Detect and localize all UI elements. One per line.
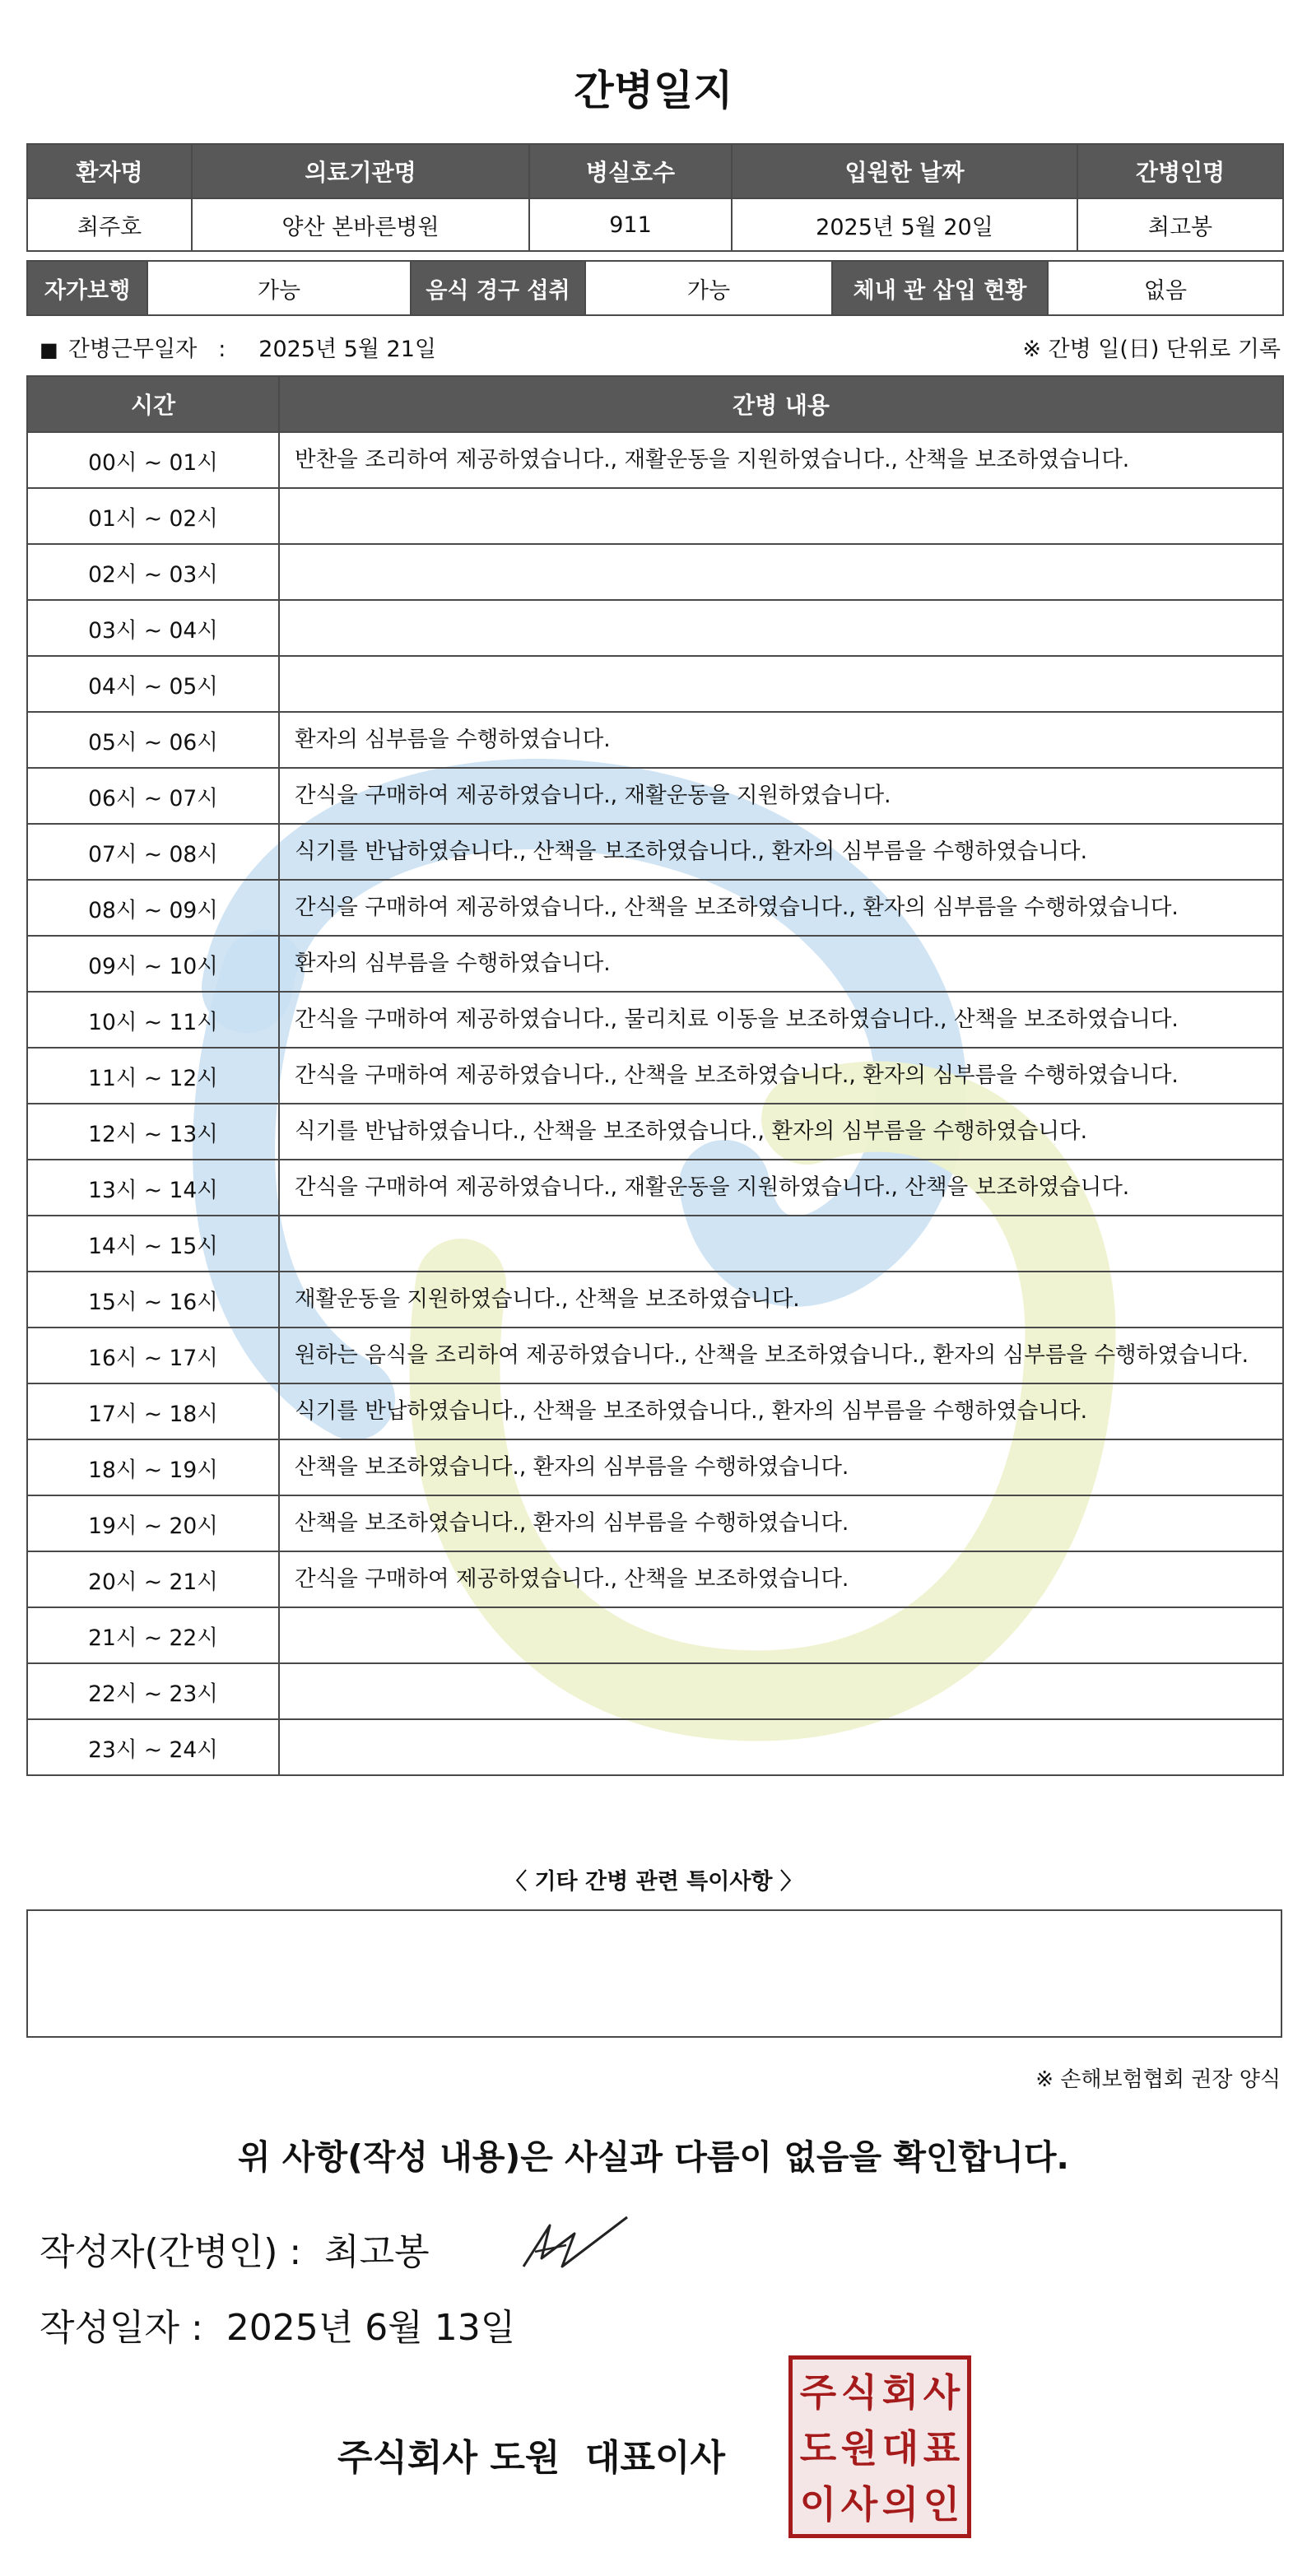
care-content-cell: 식기를 반납하였습니다., 산책을 보조하였습니다., 환자의 심부름을 수행하였습니다. (279, 1383, 1283, 1439)
square-bullet-icon: ■ (40, 338, 58, 361)
time-cell: 04시 ~ 05시 (27, 656, 279, 712)
special-notes-box (26, 1909, 1282, 2038)
time-cell: 14시 ~ 15시 (27, 1216, 279, 1272)
table-row (27, 936, 1283, 992)
confirmation-statement: 위 사항(작성 내용)은 사실과 다름이 없음을 확인합니다. (237, 2137, 1070, 2177)
care-content-cell: 반찬을 조리하여 제공하였습니다., 재활운동을 지원하였습니다., 산책을 보조하였습니다. (279, 432, 1283, 488)
table-row (27, 488, 1283, 544)
time-cell: 10시 ~ 11시 (27, 992, 279, 1048)
table-row (27, 1328, 1283, 1383)
seal-character: 사 (923, 2370, 960, 2415)
header-caregiver-name: 간병인명 (1077, 144, 1283, 198)
header-admission-date: 입원한 날짜 (732, 144, 1077, 198)
table-row (27, 992, 1283, 1048)
table-row (27, 880, 1283, 936)
care-content-cell (279, 544, 1283, 600)
form-footnote: ※ 손해보험협회 권장 양식 (1035, 2067, 1281, 2092)
company-name: 주식회사 도원 대표이사 (337, 2437, 725, 2479)
time-cell: 21시 ~ 22시 (27, 1607, 279, 1663)
status-table (26, 260, 1284, 316)
hospital-name: 양산 본바른병원 (192, 198, 529, 251)
table-row (27, 712, 1283, 768)
seal-character: 식 (840, 2370, 878, 2415)
self-walking-value: 가능 (147, 261, 411, 315)
time-cell: 16시 ~ 17시 (27, 1328, 279, 1383)
care-content-cell: 간식을 구매하여 제공하였습니다., 물리치료 이동을 보조하였습니다., 산책을 보조하였습니다. (279, 992, 1283, 1048)
seal-character: 회 (881, 2370, 919, 2415)
care-content-cell: 식기를 반납하였습니다., 산책을 보조하였습니다., 환자의 심부름을 수행하였습니다. (279, 1104, 1283, 1160)
header-time: 시간 (27, 376, 279, 432)
seal-character: 의 (881, 2482, 919, 2527)
oral-intake-value: 가능 (585, 261, 832, 315)
time-cell: 00시 ~ 01시 (27, 432, 279, 488)
special-notes-title: 〈 기타 간병 관련 특이사항 〉 (505, 1869, 802, 1895)
header-care-content: 간병 내용 (279, 376, 1283, 432)
time-cell: 07시 ~ 08시 (27, 824, 279, 880)
care-content-cell: 간식을 구매하여 제공하였습니다., 재활운동을 지원하였습니다., 산책을 보조하였습니다. (279, 1160, 1283, 1216)
table-row (27, 1160, 1283, 1216)
seal-character: 인 (923, 2482, 960, 2527)
table-row (27, 432, 1283, 488)
time-cell: 03시 ~ 04시 (27, 600, 279, 656)
header-hospital-name: 의료기관명 (192, 144, 529, 198)
tube-label: 체내 관 삽입 현황 (832, 261, 1048, 315)
table-row (27, 1439, 1283, 1495)
header-room-number: 병실호수 (529, 144, 732, 198)
time-cell: 11시 ~ 12시 (27, 1048, 279, 1104)
care-content-cell: 재활운동을 지원하였습니다., 산책을 보조하였습니다. (279, 1272, 1283, 1328)
seal-characters (798, 2364, 962, 2529)
table-row (27, 1495, 1283, 1551)
table-row (27, 656, 1283, 712)
care-content-cell: 간식을 구매하여 제공하였습니다., 산책을 보조하였습니다., 환자의 심부름을 수행하였습니다. (279, 1048, 1283, 1104)
seal-character: 표 (923, 2426, 960, 2471)
table-row (27, 1104, 1283, 1160)
work-date-colon: : (218, 337, 226, 362)
care-content-cell (279, 1719, 1283, 1775)
company-seal-stamp (788, 2355, 971, 2538)
time-cell: 12시 ~ 13시 (27, 1104, 279, 1160)
room-number: 911 (529, 198, 732, 251)
time-cell: 13시 ~ 14시 (27, 1160, 279, 1216)
care-content-cell (279, 488, 1283, 544)
written-date-label: 작성일자 : (40, 2307, 203, 2349)
table-row (27, 824, 1283, 880)
table-row (27, 1216, 1283, 1272)
seal-character: 대 (881, 2426, 919, 2471)
care-content-cell: 간식을 구매하여 제공하였습니다., 산책을 보조하였습니다. (279, 1551, 1283, 1607)
time-cell: 17시 ~ 18시 (27, 1383, 279, 1439)
time-cell: 02시 ~ 03시 (27, 544, 279, 600)
table-row (27, 1383, 1283, 1439)
caregiver-name: 최고봉 (1077, 198, 1283, 251)
seal-character: 주 (799, 2370, 837, 2415)
care-content-cell: 원하는 음식을 조리하여 제공하였습니다., 산책을 보조하였습니다., 환자의 심부름을 수행하였습니다. (279, 1328, 1283, 1383)
patient-name: 최주호 (27, 198, 192, 251)
care-content-cell (279, 656, 1283, 712)
page-title: 간병일지 (574, 67, 733, 114)
unit-note: ※ 간병 일(日) 단위로 기록 (1022, 337, 1281, 362)
time-cell: 01시 ~ 02시 (27, 488, 279, 544)
written-date-value: 2025년 6월 13일 (226, 2307, 516, 2349)
care-content-cell: 환자의 심부름을 수행하였습니다. (279, 936, 1283, 992)
table-row (27, 1272, 1283, 1328)
time-cell: 08시 ~ 09시 (27, 880, 279, 936)
table-row (27, 600, 1283, 656)
care-content-cell (279, 1663, 1283, 1719)
seal-character: 원 (840, 2426, 878, 2471)
care-content-cell (279, 600, 1283, 656)
care-log-table (26, 375, 1284, 1776)
table-row (27, 1551, 1283, 1607)
table-row (27, 768, 1283, 824)
care-content-cell: 산책을 보조하였습니다., 환자의 심부름을 수행하였습니다. (279, 1439, 1283, 1495)
seal-character: 도 (799, 2426, 837, 2471)
oral-intake-label: 음식 경구 섭취 (411, 261, 585, 315)
author-label: 작성자(간병인) : (40, 2231, 302, 2273)
care-content-cell (279, 1607, 1283, 1663)
care-content-cell (279, 1216, 1283, 1272)
written-date-line (40, 2298, 515, 2350)
self-walking-label: 자가보행 (27, 261, 147, 315)
signature-image (517, 2209, 632, 2283)
care-content-cell: 간식을 구매하여 제공하였습니다., 재활운동을 지원하였습니다. (279, 768, 1283, 824)
care-log-body (27, 432, 1283, 1775)
time-cell: 22시 ~ 23시 (27, 1663, 279, 1719)
time-cell: 19시 ~ 20시 (27, 1495, 279, 1551)
work-date-value: 2025년 5월 21일 (258, 337, 436, 362)
tube-value: 없음 (1048, 261, 1283, 315)
author-name: 최고봉 (324, 2231, 430, 2273)
seal-character: 이 (799, 2482, 837, 2527)
care-content-cell: 간식을 구매하여 제공하였습니다., 산책을 보조하였습니다., 환자의 심부름을 수행하였습니다. (279, 880, 1283, 936)
seal-character: 사 (840, 2482, 878, 2527)
author-line (40, 2222, 430, 2275)
time-cell: 06시 ~ 07시 (27, 768, 279, 824)
patient-info-table (26, 143, 1284, 252)
table-row (27, 1719, 1283, 1775)
time-cell: 18시 ~ 19시 (27, 1439, 279, 1495)
work-date-label: 간병근무일자 (67, 337, 198, 362)
table-row (27, 1607, 1283, 1663)
work-date-line (40, 331, 436, 363)
time-cell: 09시 ~ 10시 (27, 936, 279, 992)
care-content-cell: 산책을 보조하였습니다., 환자의 심부름을 수행하였습니다. (279, 1495, 1283, 1551)
table-row (27, 1048, 1283, 1104)
care-content-cell: 환자의 심부름을 수행하였습니다. (279, 712, 1283, 768)
time-cell: 15시 ~ 16시 (27, 1272, 279, 1328)
table-row (27, 544, 1283, 600)
time-cell: 23시 ~ 24시 (27, 1719, 279, 1775)
admission-date: 2025년 5월 20일 (732, 198, 1077, 251)
care-content-cell: 식기를 반납하였습니다., 산책을 보조하였습니다., 환자의 심부름을 수행하였습니다. (279, 824, 1283, 880)
time-cell: 05시 ~ 06시 (27, 712, 279, 768)
time-cell: 20시 ~ 21시 (27, 1551, 279, 1607)
table-row (27, 1663, 1283, 1719)
header-patient-name: 환자명 (27, 144, 192, 198)
